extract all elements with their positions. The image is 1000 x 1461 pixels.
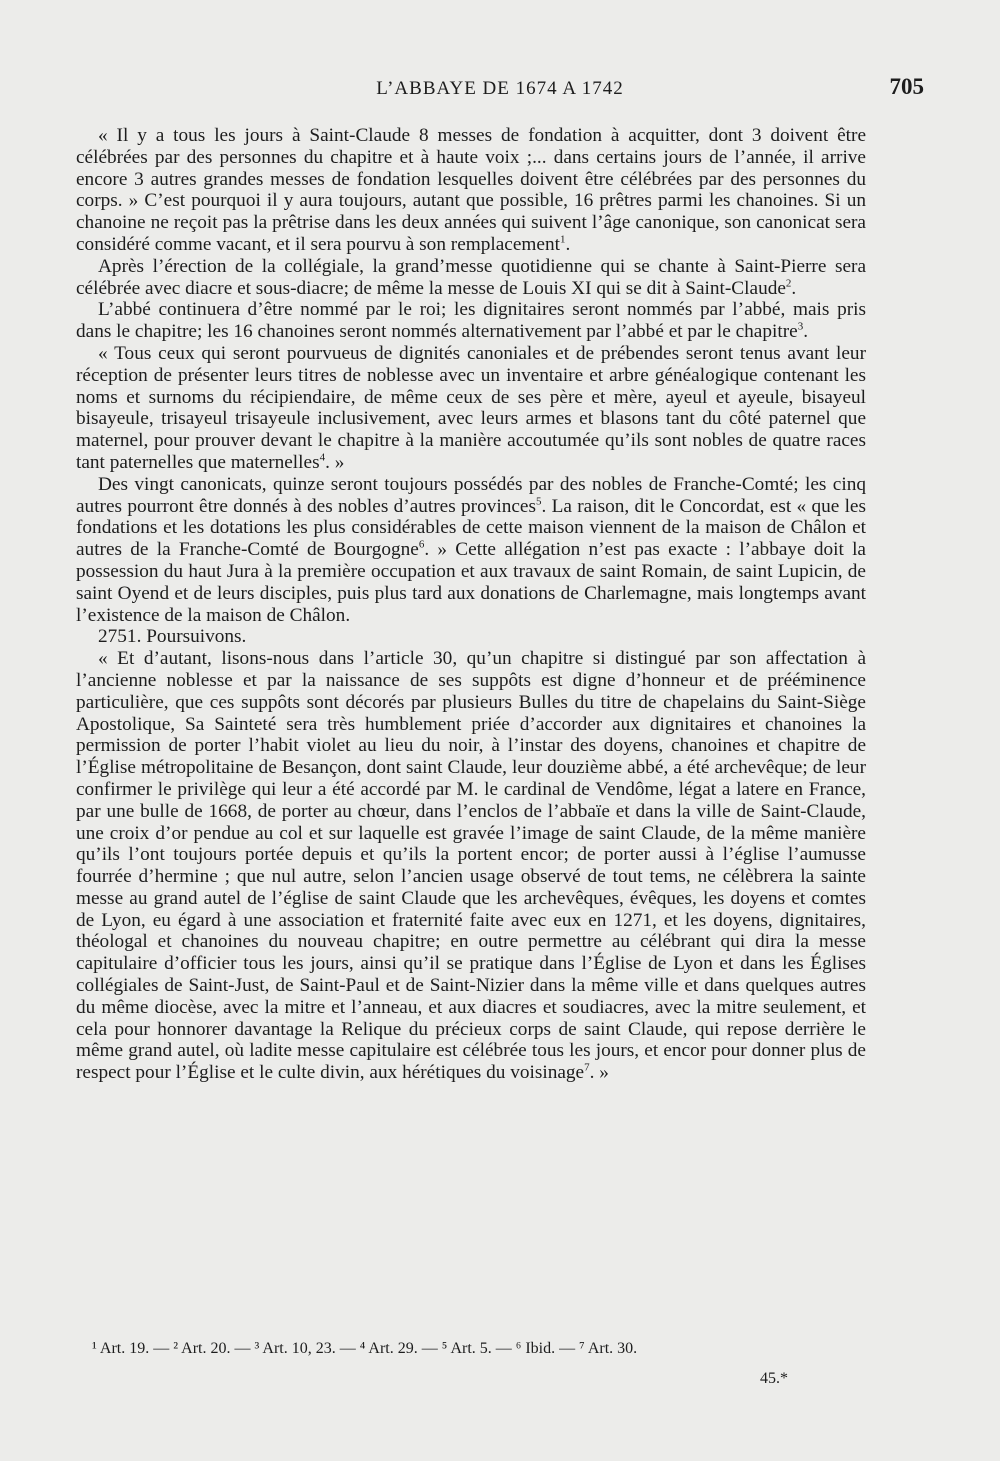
paragraph bbox=[76, 256, 866, 300]
paragraph bbox=[76, 125, 866, 256]
footnote-ref: 7 bbox=[584, 1061, 590, 1074]
paragraph bbox=[76, 648, 866, 1084]
paragraph-text: . » bbox=[325, 451, 345, 473]
paragraph-text: . bbox=[803, 321, 809, 343]
paragraph-text: . » bbox=[589, 1062, 609, 1084]
footnote-ref: 3 bbox=[797, 320, 804, 333]
paragraph-text: « Et d’autant, lisons-nous dans l’article 30, qu’un chapitre si distingué par son affectation à l’ancienne noblesse et par la naissance de ses suppôts est digne d’honneur et de prééminence particulière, que ces suppôts sont décorés par plusieurs Bulles du titre de chapelains du Saint-Siège Apostolique, Sa Sainteté sera très humblement priée d’accorder aux dignitaires et chanoines la permission de porter l’habit violet au lieu du noir, à l’instar des doyens, chanoines et chapitre de l’Église métropolitaine de Besançon, dont saint Claude, leur douzième abbé, a été archevêque; de leur confirmer le privilège qui leur a été accordé par M. le cardinal de Vendôme, légat a latere en France, par une bulle de 1668, de porter au chœur, dans l’enclos de l’abbaïe et dans la ville de Saint-Claude, une croix d’or pendue au col et sur laquelle est gravée l’image de saint Claude, de la même manière qu’ils l’ont toujours portée depuis et qu’ils la portent encor; de porter aussi à l’église l’aumusse fourrée d’hermine ; que nul autre, selon l’ancien usage observé de tout tems, ne célèbrera la sainte messe au grand autel de l’église de saint Claude que les archevêques, évêques, les doyens et comtes de Lyon, eu égard à une association et fraternité faite avec eux en 1271, et les doyens, dignitaires, théologal et chanoines du nouveau chapitre; en outre permettre au célébrant qui dira la messe capitulaire d’officier tous les jours, ainsi qu’il se pratique dans l’Église de Lyon et dans les Églises collégiales de Saint-Just, de Saint-Paul et de Saint-Nizier dans la même ville et dans quelques autres du même diocèse, avec la mitre et l’anneau, et aux diacres et soudiacres, avec la mitre seulement, et cela pour honnorer davantage la Relique du précieux corps de saint Claude, qui repose derrière le même grand autel, où ladite messe capitulaire est célébrée tous les jours, et encor pour donner plus de respect pour l’Église et le culte divin, aux hérétiques du voisinage bbox=[76, 648, 866, 1084]
body-text bbox=[76, 125, 866, 1084]
running-title: L’ABBAYE DE 1674 A 1742 bbox=[376, 78, 624, 99]
footnote-ref: 6 bbox=[418, 538, 425, 551]
signature-mark: 45.* bbox=[760, 1370, 788, 1387]
paragraph-text: . bbox=[791, 277, 797, 299]
paragraph-text: 2751. Poursuivons. bbox=[98, 626, 247, 648]
paragraph-text: « Il y a tous les jours à Saint-Claude 8 messes de fondation à acquitter, dont 3 doivent être célébrées par des personnes du chapitre et à haute voix ;... dans certains jours de l’année, il arrive encore 3 autres grandes messes de fondation lesquelles doivent être célébrées par des personnes du corps. » C’est pourquoi il y aura toujours, autant que possible, 16 prêtres parmi les chanoines. Si un chanoine ne reçoit pas la prêtrise dans les deux années qui suivent l’âge canonique, son canonicat sera considéré comme vacant, et il sera pourvu à son remplacement bbox=[76, 125, 866, 255]
paragraph-text: . La raison, dit le Concordat, est « que les fondations et les dotations les plus considérables de cette maison viennent de la maison de Châlon et autres de la Franche-Comté de Bourgogne bbox=[76, 495, 866, 561]
paragraph-text: . » Cette allégation n’est pas exacte : l’abbaye doit la possession du haut Jura à la première occupation et aux travaux de saint Romain, de saint Lupicin, de saint Oyend et de leurs disciples, puis plus tard aux donations de Charlemagne, mais longtemps avant l’existence de la maison de Châlon. bbox=[76, 539, 866, 626]
paragraph-text: . bbox=[565, 233, 571, 255]
footnote-ref: 4 bbox=[319, 451, 326, 464]
footnote-ref: 2 bbox=[785, 277, 792, 290]
paragraph-text: « Tous ceux qui seront pourvueus de dignités canoniales et de prébendes seront tenus avant leur réception de présenter leurs titres de noblesse avec un inventaire et arbre généalogique contenant les noms et surnoms du récipiendaire, de même ceux de ses père et mère, ayeul et ayeule, bisayeul bisayeule, trisayeul trisayeule inclusivement, avec leurs armes et blasons tant du côté paternel que maternel, pour prouver devant le chapitre à la manière accoutumée qu’ils sont nobles de quatre races tant paternelles que maternelles bbox=[76, 342, 866, 473]
footnote-ref: 5 bbox=[536, 495, 542, 508]
running-head bbox=[76, 74, 924, 104]
footnotes: ¹ Art. 19. — ² Art. 20. — ³ Art. 10, 23. — ⁴ Art. 29. — ⁵ Art. 5. — ⁶ Ibid. — ⁷ Art. 30. bbox=[92, 1340, 638, 1357]
paragraph bbox=[76, 474, 866, 627]
paragraph-text: Des vingt canonicats, quinze seront toujours possédés par des nobles de Franche-Comté; les cinq autres pourront être donnés à des nobles d’autres provinces bbox=[76, 473, 866, 517]
paragraph bbox=[76, 626, 866, 648]
paragraph bbox=[76, 343, 866, 474]
paragraph-text: Après l’érection de la collégiale, la grand’messe quotidienne qui se chante à Saint-Pierre sera célébrée avec diacre et sous-diacre; de même la messe de Louis XI qui se dit à Saint-Claude bbox=[76, 255, 866, 299]
paragraph-text: L’abbé continuera d’être nommé par le roi; les dignitaires seront nommés par l’abbé, mais pris dans le chapitre; les 16 chanoines seront nommés alternativement par l’abbé et par le chapitre bbox=[76, 299, 866, 343]
footnote-ref: 1 bbox=[559, 233, 566, 246]
paragraph bbox=[76, 299, 866, 343]
page-number: 705 bbox=[889, 74, 924, 99]
